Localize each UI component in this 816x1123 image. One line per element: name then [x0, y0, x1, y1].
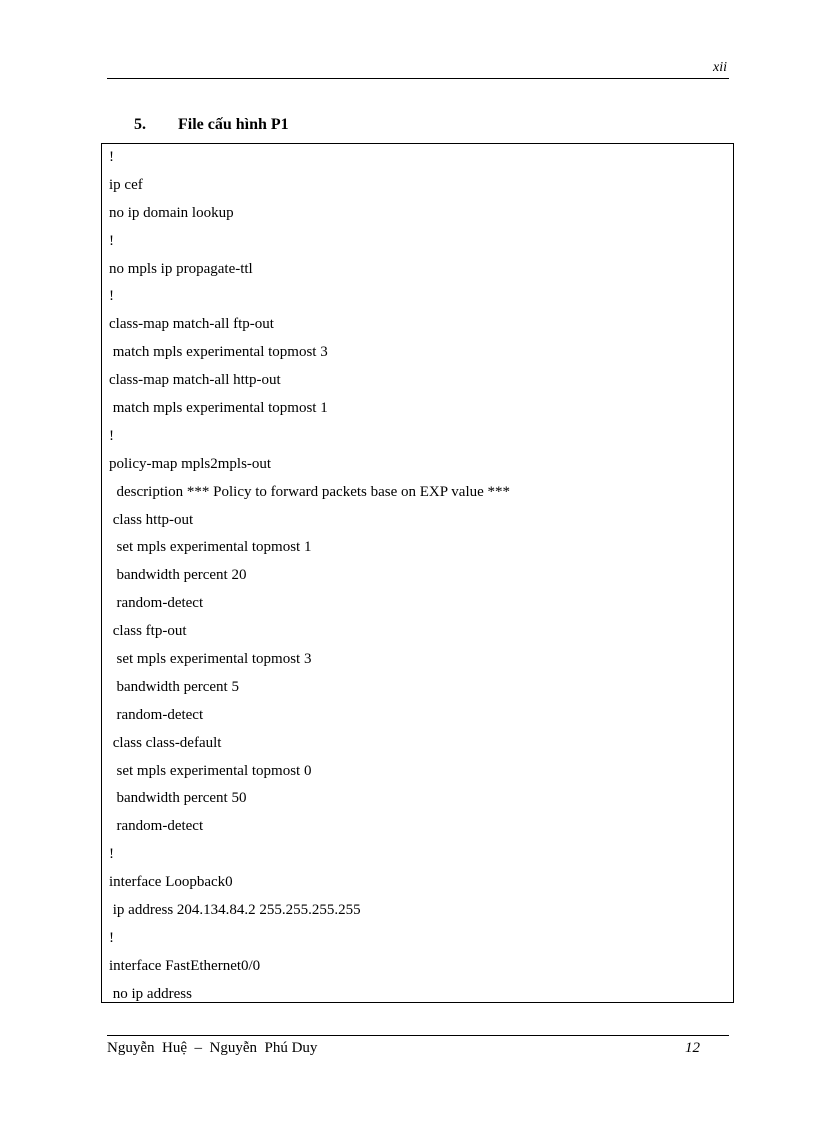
config-line: random-detect: [109, 706, 204, 723]
config-line: set mpls experimental topmost 0: [109, 762, 312, 779]
config-line: ip address 204.134.84.2 255.255.255.255: [109, 902, 361, 919]
config-line: no ip address: [109, 985, 192, 1002]
section-number: 5.: [134, 116, 146, 133]
config-line: description *** Policy to forward packets base on EXP value ***: [109, 483, 511, 500]
config-line: no ip domain lookup: [109, 204, 234, 221]
config-line: set mpls experimental topmost 3: [109, 651, 312, 668]
config-line: class-map match-all ftp-out: [109, 316, 274, 333]
config-line: bandwidth percent 5: [109, 678, 239, 695]
config-line: !: [109, 149, 114, 165]
config-line: class-map match-all http-out: [109, 372, 281, 389]
config-line: ip cef: [109, 176, 143, 193]
config-line: interface Loopback0: [109, 874, 233, 891]
config-line: !: [109, 232, 114, 249]
footer-rule: [107, 1035, 729, 1036]
config-line: class http-out: [109, 511, 194, 528]
config-line: bandwidth percent 20: [109, 567, 247, 584]
footer-page-number: 12: [685, 1040, 700, 1056]
section-heading: [134, 116, 289, 134]
config-line: policy-map mpls2mpls-out: [109, 455, 272, 472]
config-line: match mpls experimental topmost 3: [109, 344, 328, 361]
config-line: match mpls experimental topmost 1: [109, 400, 328, 417]
config-line: bandwidth percent 50: [109, 790, 247, 807]
config-line: no mpls ip propagate-ttl: [109, 260, 253, 277]
config-line: class class-default: [109, 734, 222, 751]
config-line: !: [109, 288, 114, 305]
header-rule: [107, 78, 729, 79]
config-file-box: [101, 143, 734, 1003]
config-line: interface FastEthernet0/0: [109, 957, 261, 974]
config-line: random-detect: [109, 818, 204, 835]
footer-authors: Nguyễn Huệ – Nguyễn Phú Duy: [107, 1040, 318, 1056]
config-line: random-detect: [109, 595, 204, 612]
header-page-number: xii: [713, 60, 727, 75]
config-line: class ftp-out: [109, 623, 187, 640]
section-title: File cấu hình P1: [178, 116, 289, 133]
config-line: !: [109, 427, 114, 444]
config-line: !: [109, 929, 114, 946]
config-line: !: [109, 846, 114, 863]
config-line: set mpls experimental topmost 1: [109, 539, 312, 556]
